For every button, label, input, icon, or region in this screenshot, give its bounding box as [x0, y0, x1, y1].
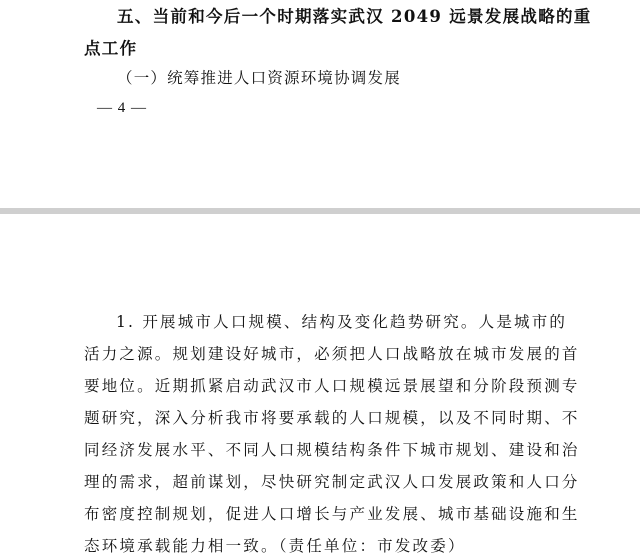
paragraph-item-1 — [84, 306, 580, 556]
upper-page — [0, 0, 640, 208]
section-heading-line2: 点工作 — [84, 39, 138, 58]
paragraph-line: 理的需求，超前谋划，尽快研究制定武汉人口发展政策和人口分 — [84, 473, 580, 491]
page-number: — 4 — — [97, 100, 147, 116]
paragraph-line: 题研究，深入分析我市将要承载的人口规模，以及不同时期、不 — [84, 409, 580, 427]
lower-page — [0, 214, 640, 556]
paragraph-line: 要地位。近期抓紧启动武汉市人口规模远景展望和分阶段预测专 — [84, 377, 580, 395]
paragraph-line: 同经济发展水平、不同人口规模结构条件下城市规划、建设和治 — [84, 441, 580, 459]
paragraph-line: 态环境承载能力相一致。（责任单位：市发改委） — [84, 537, 466, 555]
section-heading-line1: 五、当前和今后一个时期落实武汉 2049 远景发展战略的重 — [117, 7, 592, 26]
paragraph-line: 1. 开展城市人口规模、结构及变化趋势研究。人是城市的 — [116, 313, 568, 331]
paragraph-line: 活力之源。规划建设好城市，必须把人口战略放在城市发展的首 — [84, 345, 580, 363]
subheading: （一）统筹推进人口资源环境协调发展 — [117, 69, 401, 87]
paragraph-line: 布密度控制规划，促进人口增长与产业发展、城市基础设施和生 — [84, 505, 580, 523]
